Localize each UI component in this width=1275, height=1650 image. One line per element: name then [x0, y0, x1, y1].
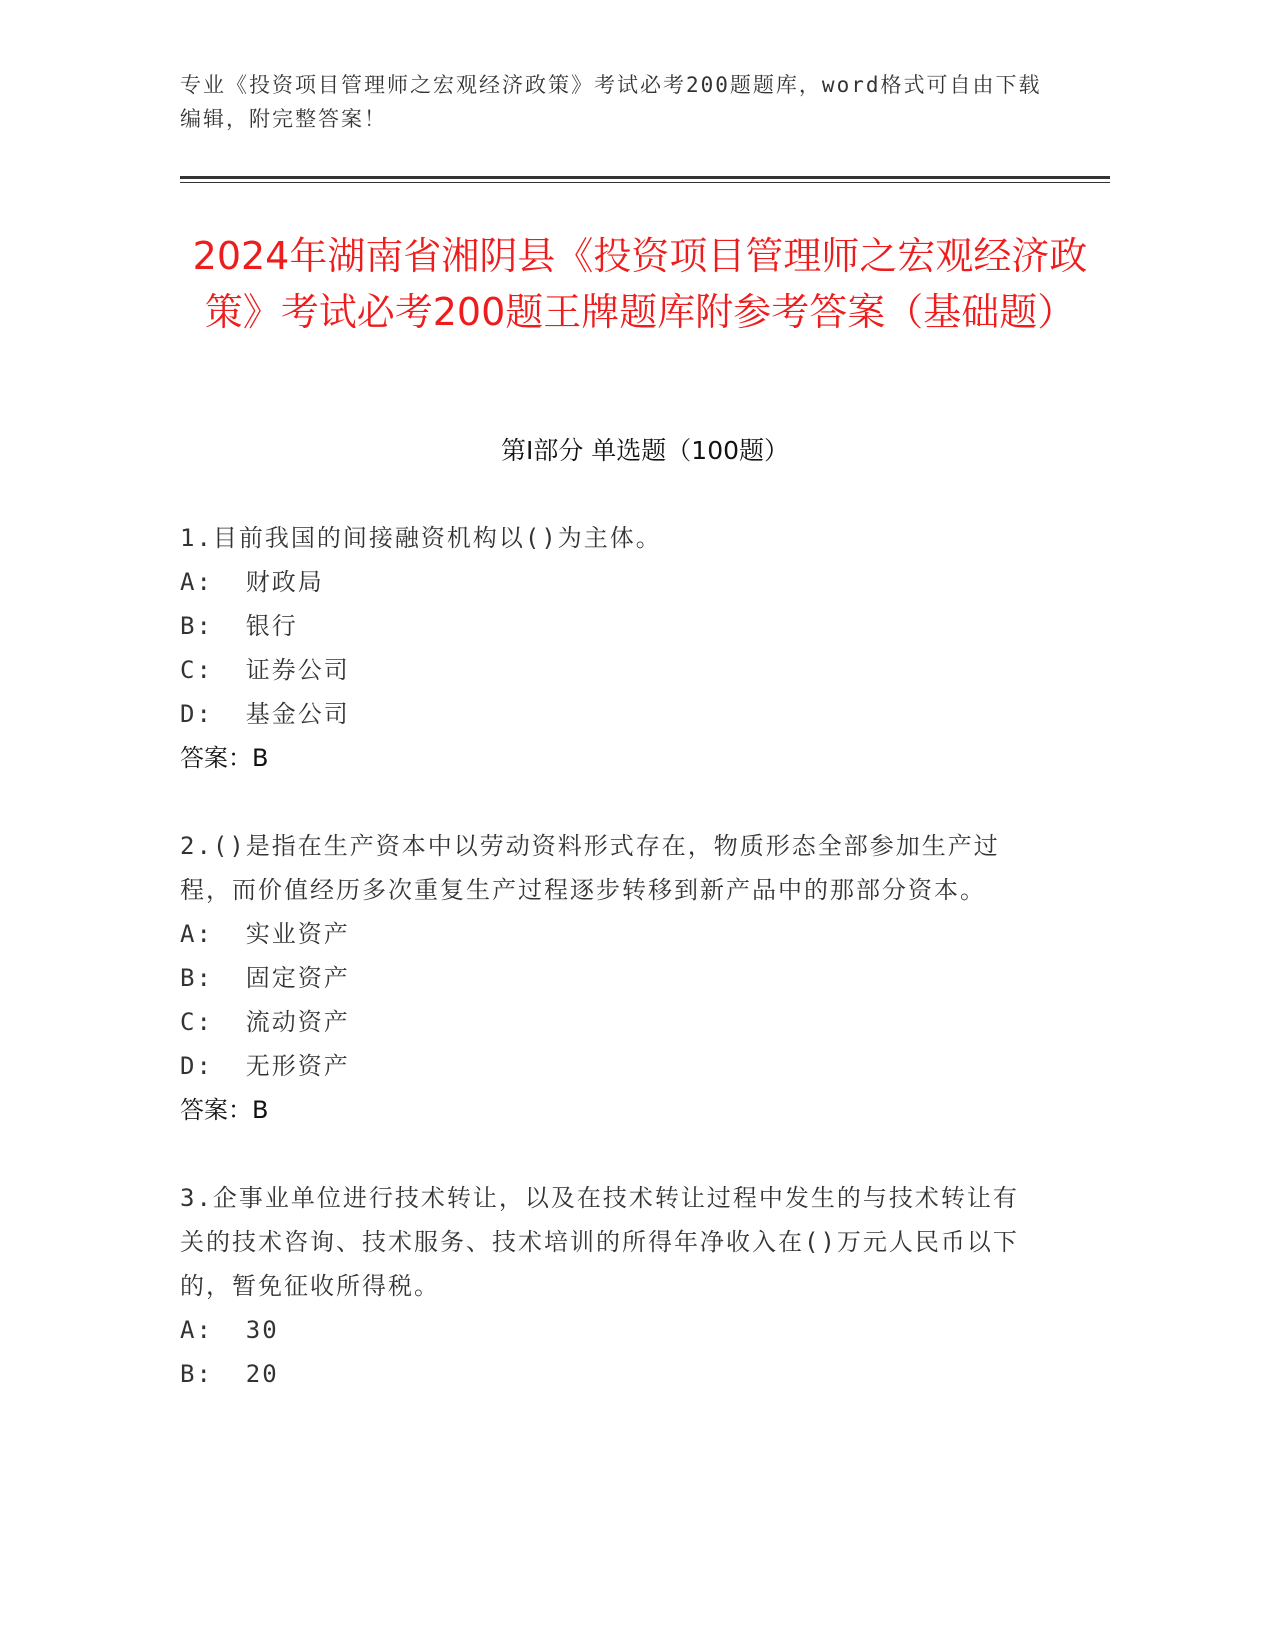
header-rule-thick: [180, 176, 1110, 179]
question-list: [180, 516, 1040, 1440]
question-stem: 2.()是指在生产资本中以劳动资料形式存在，物质形态全部参加生产过程，而价值经历多次重复生产过程逐步转移到新产品中的那部分资本。: [180, 832, 1000, 904]
option-a: A: 财政局: [180, 568, 324, 596]
section-heading: 第Ⅰ部分 单选题（100题）: [500, 436, 790, 465]
question-1: [180, 516, 1040, 780]
answer: 答案：B: [180, 1096, 269, 1124]
option-a: A: 实业资产: [180, 920, 350, 948]
option-b: B: 20: [180, 1360, 279, 1388]
question-2: [180, 824, 1040, 1132]
option-b: B: 银行: [180, 612, 298, 640]
header-note: 专业《投资项目管理师之宏观经济政策》考试必考200题题库，word格式可自由下载编辑，附完整答案！: [180, 73, 1042, 131]
option-a: A: 30: [180, 1316, 279, 1344]
option-d: D: 无形资产: [180, 1052, 350, 1080]
option-c: C: 流动资产: [180, 1008, 350, 1036]
header-rule-thin: [180, 182, 1110, 183]
question-stem: 3.企事业单位进行技术转让，以及在技术转让过程中发生的与技术转让有关的技术咨询、技术服务、技术培训的所得年净收入在()万元人民币以下的，暂免征收所得税。: [180, 1184, 1019, 1300]
option-d: D: 基金公司: [180, 700, 350, 728]
answer: 答案：B: [180, 744, 269, 772]
document-title: 2024年湖南省湘阴县《投资项目管理师之宏观经济政策》考试必考200题王牌题库附参考答案（基础题）: [192, 234, 1088, 334]
question-stem: 1.目前我国的间接融资机构以()为主体。: [180, 524, 662, 552]
option-c: C: 证券公司: [180, 656, 350, 684]
question-3: [180, 1176, 1040, 1396]
option-b: B: 固定资产: [180, 964, 350, 992]
